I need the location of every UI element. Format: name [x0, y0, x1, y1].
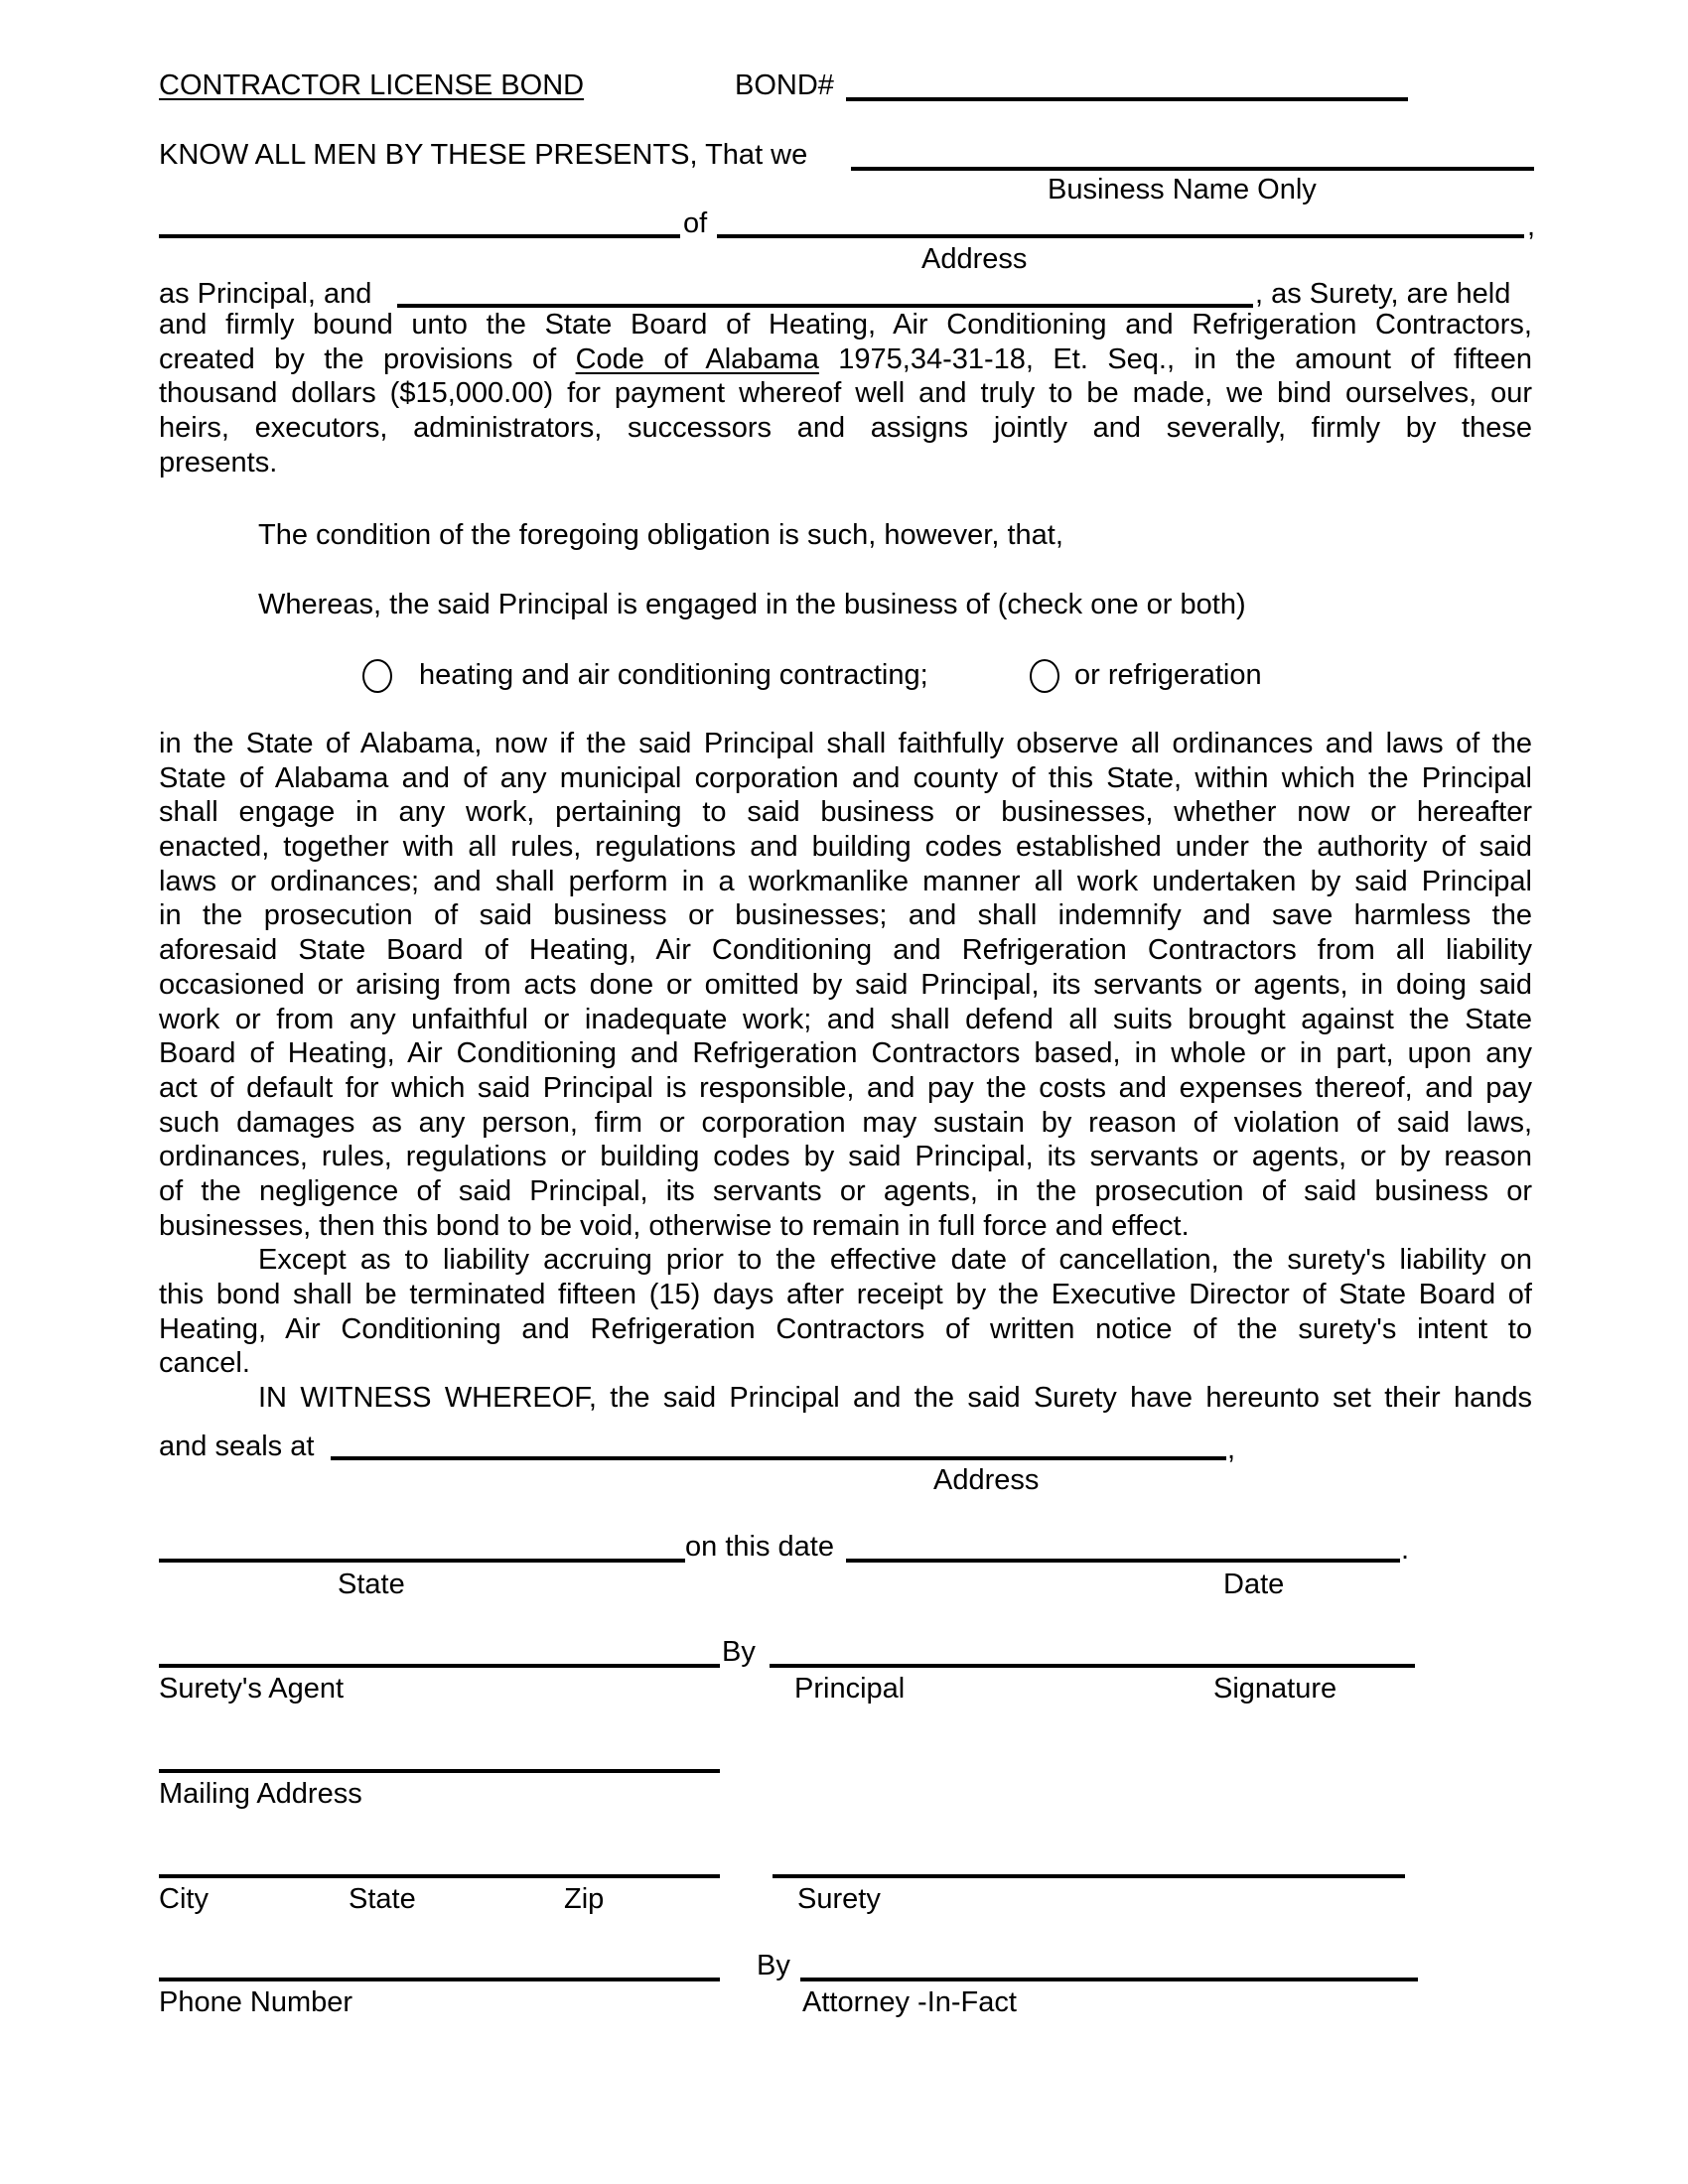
witness-line: IN WITNESS WHEREOF, the said Principal and the said Surety have hereunto set their hands [258, 1382, 1532, 1415]
by-label-principal: By [722, 1636, 756, 1668]
attorney-in-fact-field[interactable] [800, 1978, 1418, 1981]
refrigeration-radio[interactable] [1030, 659, 1059, 693]
know-all-men-text: KNOW ALL MEN BY THESE PRESENTS, That we [159, 139, 808, 171]
bond-number-label: BOND# [735, 69, 834, 101]
as-surety-text: , as Surety, are held [1255, 278, 1511, 310]
surety-signature-field[interactable] [773, 1874, 1405, 1878]
city-state-zip-field[interactable] [159, 1874, 720, 1878]
paragraph-line: enacted, together with all rules, regulations and building codes established under the authority of said [159, 831, 1532, 864]
principal-city-field[interactable] [159, 234, 680, 238]
document-title: CONTRACTOR LICENSE BOND [159, 69, 585, 101]
paragraph-line: of the negligence of said Principal, its servants or agents, in the prosecution of said business or [159, 1174, 1532, 1207]
mailing-address-field[interactable] [159, 1769, 720, 1773]
whereas-text: Whereas, the said Principal is engaged in the business of (check one or both) [258, 589, 1246, 620]
surety-caption: Surety [797, 1883, 881, 1915]
paragraph-line: occasioned or arising from acts done or omitted by said Principal, its servants or agents, in doing said [159, 968, 1532, 1001]
suretys-agent-field[interactable] [159, 1664, 720, 1668]
signature-caption: Signature [1213, 1673, 1337, 1705]
on-this-date-text: on this date [685, 1531, 834, 1563]
paragraph-line: in the prosecution of said business or businesses; and shall indemnify and save harmless the [159, 899, 1532, 932]
phone-number-caption: Phone Number [159, 1986, 353, 2018]
heating-ac-radio[interactable] [362, 659, 392, 693]
paragraph-line: such damages as any person, firm or corporation may sustain by reason of violation of said laws, [159, 1106, 1532, 1139]
date-period: . [1401, 1534, 1410, 1566]
principal-signature-field[interactable] [770, 1664, 1415, 1668]
code-line [159, 342, 1532, 377]
attorney-in-fact-caption: Attorney -In-Fact [802, 1986, 1017, 2018]
zip-caption: Zip [564, 1883, 605, 1915]
phone-number-field[interactable] [159, 1978, 720, 1981]
code-suffix: 1975,34-31-18, Et. Seq., in the amount of fifteen [838, 342, 1532, 375]
seals-at-text: and seals at [159, 1431, 315, 1462]
principal-address-field[interactable] [717, 234, 1524, 238]
address-comma: , [1527, 210, 1536, 242]
cancellation-line: cancel. [159, 1347, 250, 1380]
address-caption: Address [921, 243, 1028, 275]
paragraph-line: in the State of Alabama, now if the said Principal shall faithfully observe all ordinances and laws of the [159, 728, 1532, 759]
paragraph-line: laws or ordinances; and shall perform in a workmanlike manner all work undertaken by said Principal [159, 865, 1532, 897]
state-caption: State [338, 1569, 405, 1600]
obligation-line: thousand dollars ($15,000.00) for payment whereof well and truly to be made, we bind ourselves, our [159, 377, 1532, 410]
paragraph-line: Board of Heating, Air Conditioning and Refrigeration Contractors based, in whole or in part, upon any [159, 1037, 1532, 1070]
obligation-line: presents. [159, 446, 278, 478]
suretys-agent-caption: Surety's Agent [159, 1673, 345, 1705]
paragraph-line: ordinances, rules, regulations or building codes by said Principal, its servants or agents, or by reason [159, 1141, 1532, 1173]
principal-caption: Principal [794, 1673, 906, 1705]
business-name-caption: Business Name Only [1048, 174, 1317, 205]
main-paragraph [159, 727, 1532, 1416]
business-name-field[interactable] [851, 167, 1534, 171]
paragraph-line: businesses, then this bond to be void, otherwise to remain in full force and effect. [159, 1209, 1190, 1242]
by-label-attorney: By [757, 1950, 790, 1981]
paragraph-line: shall engage in any work, pertaining to said business or businesses, whether now or hereafter [159, 796, 1532, 829]
seals-address-field[interactable] [331, 1456, 1226, 1460]
condition-intro: The condition of the foregoing obligation is such, however, that, [258, 519, 1063, 551]
cancellation-line: this bond shall be terminated fifteen (15) days after receipt by the Executive Director of State Board of [159, 1279, 1532, 1310]
paragraph-line: work or from any unfaithful or inadequate work; and shall defend all suits brought against the State [159, 1003, 1532, 1035]
mailing-address-caption: Mailing Address [159, 1778, 362, 1810]
paragraph-line: act of default for which said Principal is responsible, and pay the costs and expenses thereof, and pay [159, 1071, 1532, 1104]
refrigeration-label: or refrigeration [1074, 659, 1262, 691]
obligation-line: and firmly bound unto the State Board of Heating, Air Conditioning and Refrigeration Contractors, [159, 309, 1532, 341]
obligation-line: heirs, executors, administrators, successors and assigns jointly and severally, firmly by these [159, 412, 1532, 445]
heating-ac-label: heating and air conditioning contracting; [419, 659, 928, 691]
paragraph-line: aforesaid State Board of Heating, Air Conditioning and Refrigeration Contractors from all liability [159, 934, 1532, 967]
code-of-alabama-reference: Code of Alabama [575, 342, 819, 375]
seals-comma: , [1227, 1433, 1236, 1465]
city-caption: City [159, 1883, 209, 1915]
of-label: of [683, 207, 708, 239]
date-field[interactable] [846, 1559, 1400, 1563]
bond-number-field[interactable] [846, 97, 1408, 101]
date-caption: Date [1223, 1569, 1285, 1600]
paragraph-line: State of Alabama and of any municipal corporation and county of this State, within which the Principal [159, 761, 1532, 794]
cancellation-line: Heating, Air Conditioning and Refrigeration Contractors of written notice of the surety's intent to [159, 1312, 1532, 1345]
state-caption-mailing: State [349, 1883, 416, 1915]
cancellation-line: Except as to liability accruing prior to the effective date of cancellation, the surety's liability on [258, 1244, 1532, 1277]
code-prefix: created by the provisions of [159, 342, 557, 375]
state-field[interactable] [159, 1559, 685, 1563]
as-principal-text: as Principal, and [159, 278, 372, 310]
obligation-paragraph [159, 308, 1532, 479]
seals-address-caption: Address [933, 1464, 1040, 1496]
